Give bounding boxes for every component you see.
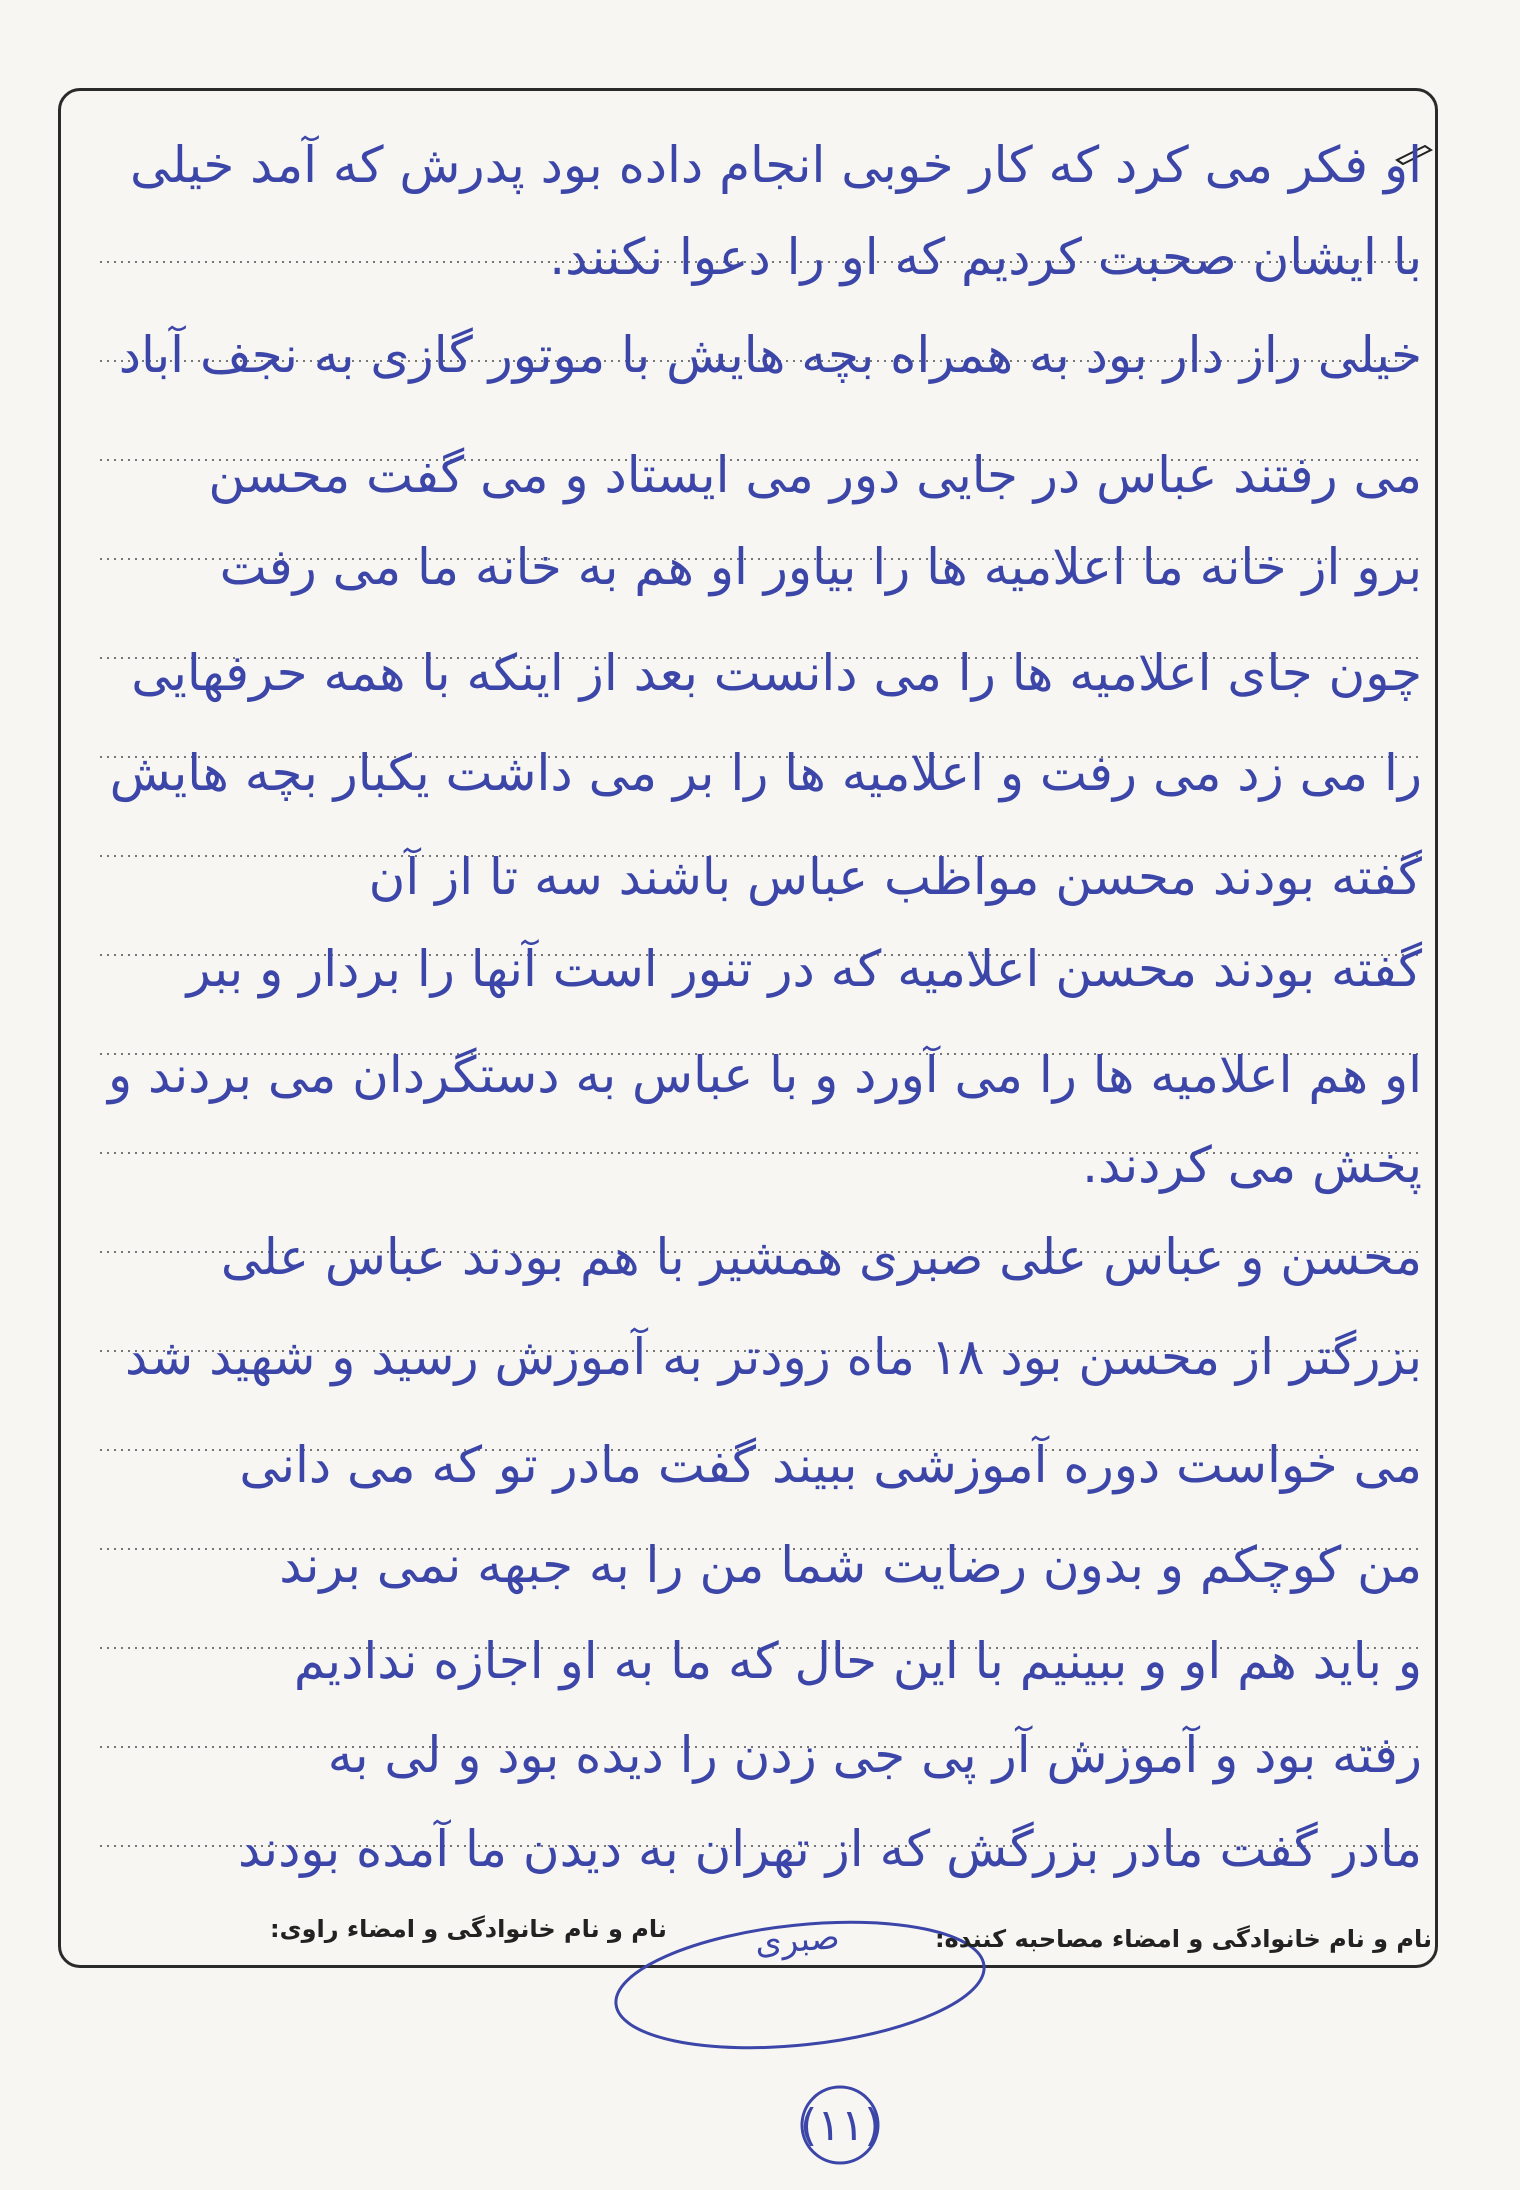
handwritten-line: خیلی راز دار بود به همراه بچه هایش با موتور گازی به نجف آباد — [118, 326, 1422, 384]
handwritten-line: برو از خانه ما اعلامیه ها را بیاور او هم به خانه ما می رفت — [219, 538, 1422, 596]
narrator-label: نام و نام خانوادگی و امضاء راوی: — [270, 1915, 667, 1943]
handwritten-line: محسن و عباس علی صبری همشیر با هم بودند عباس علی — [220, 1228, 1422, 1286]
handwritten-line: او هم اعلامیه ها را می آورد و با عباس به دستگردان می بردند و — [107, 1046, 1422, 1104]
handwritten-line: من کوچکم و بدون رضایت شما من را به جبهه نمی برند — [279, 1536, 1422, 1594]
page-number: (۱۱) — [800, 2100, 882, 2151]
handwritten-line: را می زد می رفت و اعلامیه ها را بر می داشت یکبار بچه هایش — [109, 744, 1422, 802]
handwritten-line: با ایشان صحبت کردیم که او را دعوا نکنند. — [549, 228, 1422, 286]
handwritten-line: پخش می کردند. — [1082, 1136, 1422, 1194]
interviewer-signature: صبری — [753, 1917, 841, 1963]
handwritten-line: می رفتند عباس در جایی دور می ایستاد و می گفت محسن — [208, 446, 1422, 504]
handwritten-line: می خواست دوره آموزشی ببیند گفت مادر تو که می دانی — [239, 1436, 1422, 1494]
interviewer-label: نام و نام خانوادگی و امضاء مصاحبه کننده: — [934, 1925, 1432, 1953]
handwritten-line: او فکر می کرد که کار خوبی انجام داده بود پدرش که آمد خیلی — [130, 136, 1422, 194]
handwritten-line: چون جای اعلامیه ها را می دانست بعد از اینکه با همه حرفهایی — [131, 644, 1422, 702]
handwritten-line: بزرگتر از محسن بود ۱۸ ماه زودتر به آموزش رسید و شهید شد — [125, 1328, 1422, 1386]
handwritten-line: گفته بودند محسن اعلامیه که در تنور است آنها را بردار و ببر — [186, 940, 1422, 998]
handwritten-line: رفته بود و آموزش آر پی جی زدن را دیده بود و لی به — [327, 1726, 1422, 1784]
handwritten-line: مادر گفت مادر بزرگش که از تهران به دیدن ما آمده بودند — [237, 1820, 1422, 1878]
handwritten-line: گفته بودند محسن مواظب عباس باشند سه تا از آن — [368, 848, 1422, 906]
handwritten-line: و باید هم او و ببینیم با این حال که ما به او اجازه ندادیم — [293, 1632, 1422, 1690]
